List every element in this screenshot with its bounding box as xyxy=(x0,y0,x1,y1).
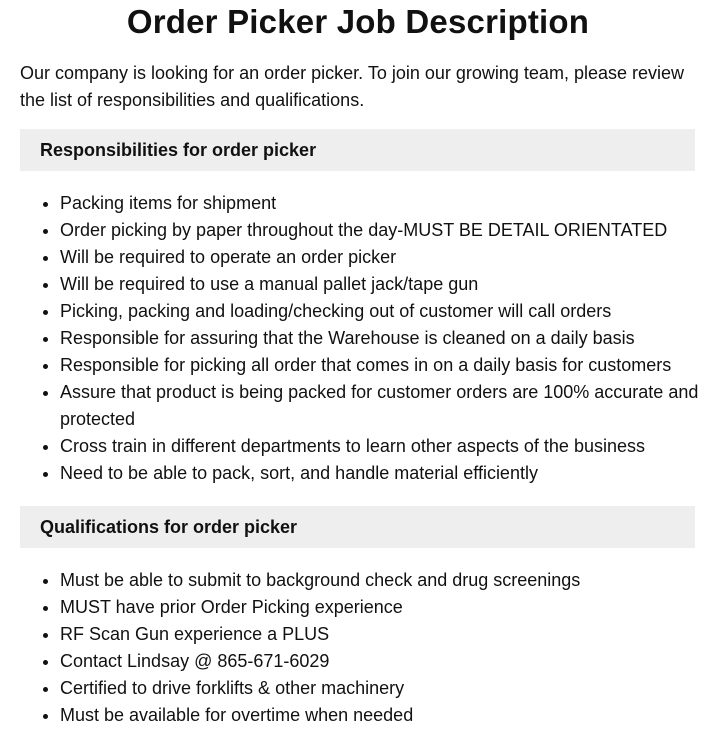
qualification-item: • Must be available for overtime when needed xyxy=(60,702,700,729)
qualification-item: • RF Scan Gun experience a PLUS xyxy=(60,621,700,648)
qualification-item: • Contact Lindsay @ 865-671-6029 xyxy=(60,648,700,675)
responsibility-item: • Order picking by paper throughout the day-MUST BE DETAIL ORIENTATED xyxy=(60,217,700,244)
responsibility-item: • Will be required to operate an order picker xyxy=(60,244,700,271)
responsibility-item: • Need to be able to pack, sort, and handle material efficiently xyxy=(60,460,700,487)
responsibility-item: • Cross train in different departments to learn other aspects of the business xyxy=(60,433,700,460)
page-title: Order Picker Job Description xyxy=(126,3,590,40)
responsibility-item: • Responsible for assuring that the Warehouse is cleaned on a daily basis xyxy=(60,325,700,352)
responsibilities-heading: Responsibilities for order picker xyxy=(20,129,695,171)
intro-paragraph: Our company is looking for an order picker. To join our growing team, please review the list of responsibilities and qualifications. xyxy=(20,63,684,110)
responsibility-item: • Assure that product is being packed for customer orders are 100% accurate and protected xyxy=(60,379,700,433)
responsibility-item: • Picking, packing and loading/checking out of customer will call orders xyxy=(60,298,700,325)
qualification-item: • MUST have prior Order Picking experience xyxy=(60,594,700,621)
responsibility-item: • Will be required to use a manual pallet jack/tape gun xyxy=(60,271,700,298)
qualification-item: • Must be able to submit to background check and drug screenings xyxy=(60,567,700,594)
qualifications-list xyxy=(20,567,700,729)
qualifications-heading: Qualifications for order picker xyxy=(20,506,695,548)
responsibilities-list xyxy=(20,190,700,487)
responsibility-item: • Packing items for shipment xyxy=(60,190,700,217)
responsibility-item: • Responsible for picking all order that comes in on a daily basis for customers xyxy=(60,352,700,379)
qualification-item: • Certified to drive forklifts & other machinery xyxy=(60,675,700,702)
